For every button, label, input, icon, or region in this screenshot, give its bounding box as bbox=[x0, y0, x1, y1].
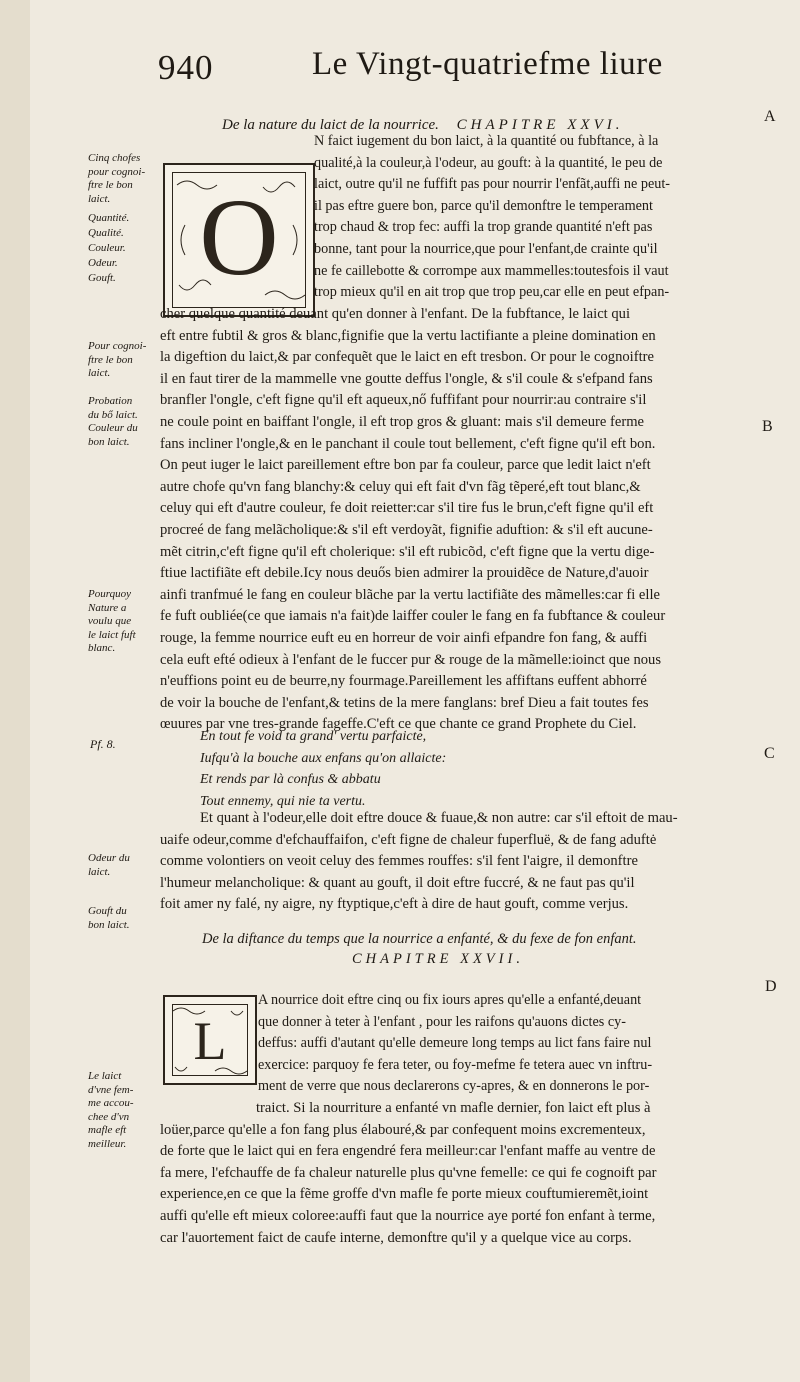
text-line: blanc. bbox=[88, 642, 116, 654]
text-line: mẽt citrin,c'eft figne qu'il eft cholerique: s'il eft rubicõd, c'eft figne que la vertu dige- bbox=[160, 543, 655, 560]
paragraph-3-opening bbox=[258, 990, 652, 1098]
text-line: l'humeur melancholique: & quant au gouft, il doit eftre fuccré, & ne faut pas qu'il bbox=[160, 874, 635, 891]
text-line: fe fuft oubliée(ce que iamais n'a fait)de laiffer couler le fang en fa fubftance & couleur bbox=[160, 608, 666, 625]
text-line: ne coule point en baiffant l'ongle, il eft trop gros & gluant: mais s'il demeure ferme bbox=[160, 413, 645, 430]
text-line: du bő laict. bbox=[88, 408, 138, 421]
text-line: Odeur du bbox=[88, 852, 130, 864]
text-line: Le laict bbox=[88, 1070, 122, 1082]
text-line: celuy qui eft d'autre couleur, fe doit reietter:car s'il tire fus le brun,c'eft figne qu'il eft bbox=[160, 500, 654, 517]
text-line: Cinq chofes bbox=[88, 152, 141, 164]
text-line: pour cognoi- bbox=[88, 165, 146, 178]
text-line: ftre le bon bbox=[88, 353, 133, 366]
text-line: comme volontiers on veoit celuy des femmes rouffes: s'il fent l'aigre, il demonftre bbox=[160, 853, 638, 870]
text-line: trop mieux qu'il en ait trop que trop peu,car elle en peut efpan- bbox=[314, 284, 670, 301]
margin-note-cinq-choses bbox=[88, 152, 145, 206]
page-edge bbox=[0, 0, 30, 1382]
text-line: Iufqu'à la bouche aux enfans qu'on allaicte: bbox=[200, 750, 447, 766]
text-line: il pas eftre guere bon, parce qu'il demonftre le temperament bbox=[314, 197, 653, 214]
chapter-26-label: CHAPITRE XXVI. bbox=[456, 117, 624, 133]
margin-note-pour-cognoistre bbox=[88, 340, 146, 381]
margin-note-masle bbox=[88, 1070, 134, 1151]
section-mark-a: A bbox=[764, 108, 776, 125]
text-line: On peut iuger le laict pareillement eftre bon par fa couleur, parce que ledit laict n'eft bbox=[160, 457, 651, 474]
text-line: laict. bbox=[88, 192, 111, 205]
text-line: de voir la bouche de l'enfant,& tetins de la mere fanglans: bref Dieu a fait toutes fes bbox=[160, 694, 649, 711]
text-line: rouge, la femme nourrice euft eu en horreur de voir ainfi efpandre fon fang, & auffi bbox=[160, 629, 648, 646]
section-mark-c: C bbox=[764, 745, 775, 762]
text-line: procreé de fang melãcholique:& s'il eft verdoyãt, fignifie aduftion: & s'il eft aucune- bbox=[160, 521, 653, 538]
margin-note-couleur bbox=[88, 422, 138, 449]
text-line: autre chofe qu'vn fang blanchy:& celuy qui eft fait d'vn fãg tẽperé,eft tout blanc,& bbox=[160, 478, 641, 495]
margin-note-pourquoy bbox=[88, 588, 136, 656]
text-line: de forte que le laict qui en fera engendré fera meilleur:car l'enfant maffe au ventre de bbox=[160, 1143, 656, 1160]
text-line: qualité,à la couleur,à l'odeur, au gouft: à la quantité, le peu de bbox=[314, 154, 663, 171]
text-line: que donner à teter à l'enfant , pour les raifons qu'auons dictes cy- bbox=[258, 1013, 626, 1030]
text-line: laict, outre qu'il ne fuffift pas pour nourrir l'enfãt,auffi ne peut- bbox=[314, 176, 671, 193]
text-line: il en faut tirer de la mammelle vne goutte deffus l'ongle, & s'il coule & s'efpand fans bbox=[160, 370, 653, 387]
decorated-initial-l bbox=[163, 995, 257, 1085]
text-line: Couleur. bbox=[88, 242, 126, 254]
text-line: ne fe caillebotte & corrompe aux mammelles:toutesfois il vaut bbox=[314, 262, 669, 279]
paragraph-2-odeur bbox=[160, 808, 678, 916]
text-line: Et quant à l'odeur,elle doit eftre douce & fuaue,& non autre: car s'il eftoit de mau- bbox=[200, 810, 678, 826]
text-line: mafle eft bbox=[88, 1124, 127, 1136]
text-line: meilleur. bbox=[88, 1137, 127, 1150]
text-line: fans incliner l'ongle,& en le panchant il coule tout bellement, c'eft figne qu'il eft bon. bbox=[160, 435, 656, 452]
text-line: Gouft. bbox=[88, 272, 116, 284]
text-line: Nature a bbox=[88, 601, 127, 614]
margin-note-psalm: Pf. 8. bbox=[90, 737, 116, 751]
chapter-26-title: De la nature du laict de la nourrice. bbox=[222, 117, 439, 133]
text-line: Couleur du bbox=[88, 422, 138, 434]
chapter-27-label: CHAPITRE XXVII. bbox=[352, 951, 524, 967]
text-line: ftiue lactifiãte eft debile.Icy nous deuős bien admirer la prouidẽce de Nature,d'auoir bbox=[160, 565, 649, 582]
text-line: deffus: auffi d'autant qu'elle demeure long temps au lict fans faire nul bbox=[258, 1035, 652, 1052]
section-mark-b: B bbox=[762, 418, 773, 435]
text-line: ment de verre que nous declarerons cy-apres, & en donnerons le por- bbox=[258, 1078, 650, 1095]
paragraph-3-body bbox=[160, 1098, 656, 1249]
initial-letter-o: O bbox=[199, 176, 279, 298]
text-line: œuures par vne tres-grande fageffe.C'eft ce que chante ce grand Prophete du Ciel. bbox=[160, 716, 637, 733]
text-line: n'euffions point eu de beurre,ny fourmage.Pareillement les affiftans euffent abhorré bbox=[160, 673, 647, 690]
text-line: d'vne fem- bbox=[88, 1083, 134, 1096]
text-line: Pour cognoi- bbox=[88, 340, 147, 352]
psalm-verse bbox=[200, 726, 446, 812]
text-line: voulu que bbox=[88, 615, 132, 627]
text-line: Probation bbox=[88, 395, 133, 407]
chapter-27-title: De la diftance du temps que la nourrice a enfanté, & du fexe de fon enfant. bbox=[202, 931, 637, 947]
text-line: ainfi tranfmué le fang en couleur blãche par la vertu lactifiãte des mãmelles:car fi elle bbox=[160, 586, 660, 603]
text-line: uaife odeur,comme d'efchauffaifon, c'eft figne de chaleur fuperfluë, & de fang aduftė bbox=[160, 831, 657, 848]
paragraph-1-body bbox=[160, 304, 665, 736]
text-line: laict. bbox=[88, 865, 111, 878]
text-line: laict. bbox=[88, 367, 111, 379]
text-line: fa mere, l'efchauffe de fa chaleur naturelle plus qu'vne femelle: ce qui fe cognoift par bbox=[160, 1164, 657, 1181]
text-line: branfler l'ongle, c'eft figne qu'il eft aqueux,nő fuffifant pour nourrir:au contraire s'il bbox=[160, 392, 647, 409]
text-line: auffi qu'elle eft mieux coloree:auffi faut que la nourrice aye porté fon enfant à terme, bbox=[160, 1207, 656, 1224]
text-line: me accou- bbox=[88, 1097, 134, 1109]
text-line: cher quelque quantité deuant qu'en donner à l'enfant. De la fubftance, le laict qui bbox=[160, 306, 631, 322]
text-line: bonne, tant pour la nourrice,que pour l'enfant,de crainte qu'il bbox=[314, 240, 658, 257]
text-line: N faict iugement du bon laict, à la quantité ou fubftance, à la bbox=[314, 133, 659, 149]
text-line: Gouft du bbox=[88, 905, 127, 917]
margin-note-qualities bbox=[88, 211, 129, 286]
text-line: Quantité. bbox=[88, 212, 130, 224]
text-line: Qualité. bbox=[88, 227, 124, 239]
text-line: foit amer ny falé, ny aigre, ny ftyptique,c'eft à dire de haut gouft, comme verjus. bbox=[160, 896, 629, 913]
text-line: exercice: parquoy fe fera teter, ou foy-mefme fe tetera auec vn inftru- bbox=[258, 1056, 653, 1073]
text-line: bon laict. bbox=[88, 435, 130, 448]
text-line: traict. Si la nourriture a enfanté vn mafle dernier, fon laict eft plus à bbox=[256, 1100, 651, 1116]
decorated-initial-o bbox=[163, 163, 315, 317]
margin-note-goust bbox=[88, 905, 130, 932]
running-title: Le Vingt-quatriefme liure bbox=[312, 46, 663, 82]
text-line: Et rends par là confus & abbatu bbox=[200, 772, 381, 787]
text-line: bon laict. bbox=[88, 918, 130, 931]
text-line: la digeftion du laict,& par confequẽt que le laict en eft tresbon. Or pour le cognoiftre bbox=[160, 349, 654, 366]
text-line: A nourrice doit eftre cinq ou fix iours apres qu'elle a enfanté,deuant bbox=[258, 992, 642, 1008]
margin-note-probation bbox=[88, 395, 138, 422]
text-line: car l'auortement faict de caufe interne, demonftre qu'il y a quelque vice au corps. bbox=[160, 1229, 632, 1246]
text-line: experience,en ce que la fẽme groffe d'vn mafle fe porte mieux couftumieremẽt,ioint bbox=[160, 1186, 649, 1203]
text-line: le laict fuft bbox=[88, 628, 136, 641]
text-line: ftre le bon bbox=[88, 179, 133, 191]
initial-letter-l: L bbox=[193, 1011, 227, 1071]
text-line: cela euft efté odieux à l'enfant de le fuccer pur & rouge de la mãmelle:ioinct que nous bbox=[160, 651, 662, 668]
page-number: 940 bbox=[158, 48, 214, 87]
paragraph-1-opening bbox=[314, 131, 670, 304]
text-line: Odeur. bbox=[88, 257, 118, 269]
text-line: Pourquoy bbox=[88, 588, 131, 600]
margin-note-odeur bbox=[88, 852, 130, 879]
text-line: En tout fe void ta grand' vertu parfaicte, bbox=[200, 729, 427, 744]
text-line: loüer,parce qu'elle a fon fang plus élabouré,& par confequent moins excrementeux, bbox=[160, 1121, 646, 1138]
text-line: eft entre fubtil & gros & blanc,fignifie que la vertu lactifiante a pleine domination en bbox=[160, 327, 656, 344]
text-line: chee d'vn bbox=[88, 1110, 130, 1123]
text-line: trop chaud & trop fec: auffi la trop grande quantité n'eft pas bbox=[314, 219, 653, 236]
section-mark-d: D bbox=[765, 978, 777, 995]
text-line: Tout ennemy, qui nie ta vertu. bbox=[200, 793, 366, 809]
